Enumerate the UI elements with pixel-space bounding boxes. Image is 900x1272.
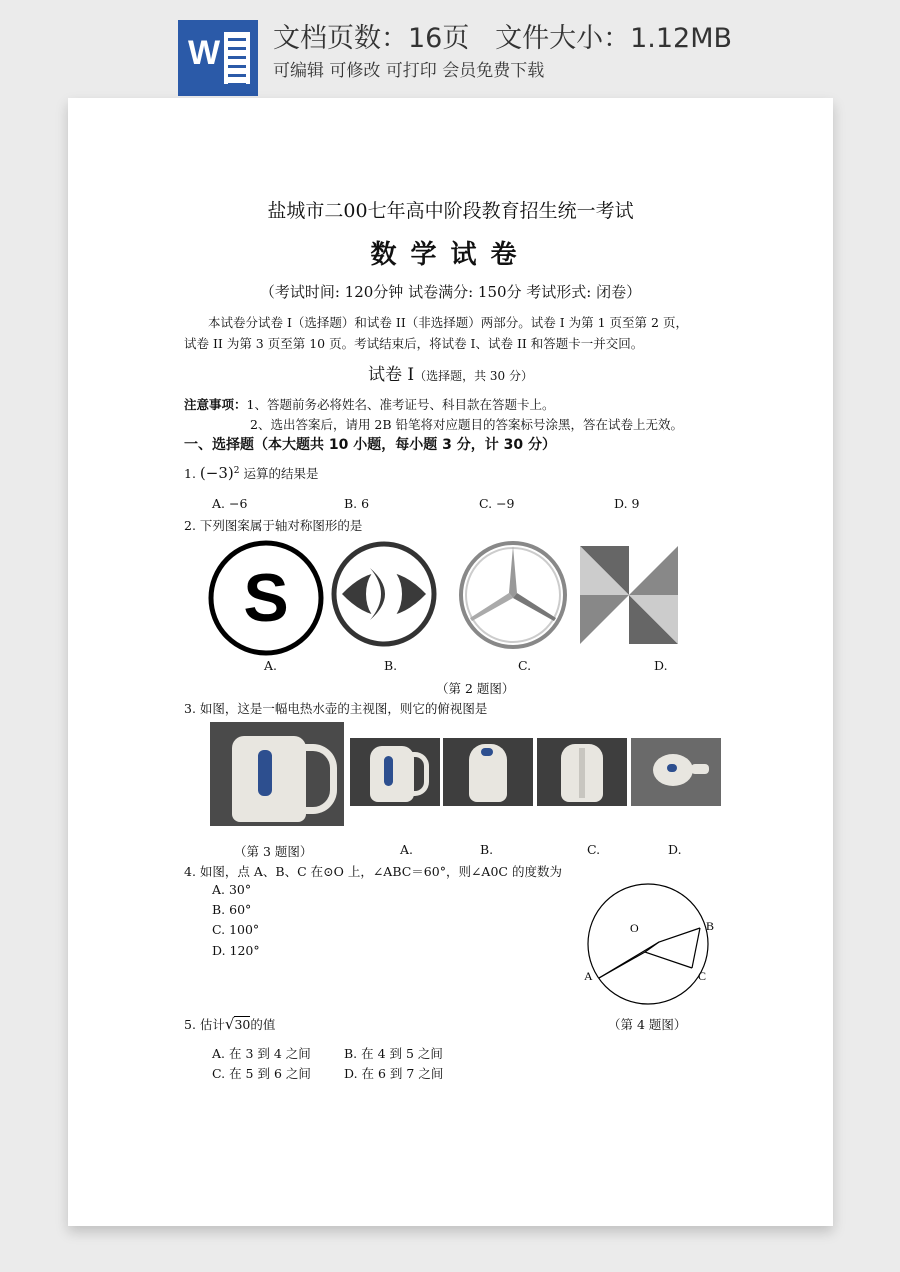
q2-caption: （第 2 题图） [436,681,515,696]
question-3: 3. 如图，这是一幅电热水壶的主视图，则它的俯视图是 [184,701,488,716]
section-note: （选择题，共 30 分） [414,369,534,383]
q4-option-c: C. 100° [212,922,260,937]
exam-school-title: 盐城市二00七年高中阶段教育招生统一考试 [267,200,634,222]
q2-label-d: D. [654,658,668,673]
q1-expression: (−3) [199,464,234,482]
intro-line-2: 试卷 II 为第 3 页至第 10 页。考试结束后，将试卷 I、试卷 II 和答题卡一并交回。 [184,336,644,351]
notice-line-2: 2、选出答案后，请用 2B 铅笔将对应题目的答案标号涂黑，答在试卷上无效。 [250,417,684,432]
q1-number: 1. [184,466,196,481]
q5-option-a: A. 在 3 到 4 之间 [212,1046,311,1061]
kettle-front-view-photo [210,722,344,826]
document-page [68,98,833,1226]
q4-option-d: D. 120° [212,943,260,958]
three-pointed-star-logo [456,538,570,652]
q5-option-b: B. 在 4 到 5 之间 [344,1046,443,1061]
exam-title: 数学试卷 [370,240,531,270]
file-features: 可编辑 可修改 可打印 会员免费下载 [273,61,545,81]
kettle-option-d-photo [631,738,721,806]
question-4: 4. 如图，点 A、B、C 在⊙O 上，∠ABC＝60°，则∠A0C 的度数为 [184,864,562,879]
point-c-label: C [698,969,707,983]
eye-swirl-logo [330,538,438,650]
part-one-heading: 一、选择题（本大题共 10 小题，每小题 3 分，计 30 分） [184,437,556,453]
kettle-option-a-photo [350,738,440,806]
pinwheel-logo [580,546,678,644]
section-title: 试卷 I [367,365,415,385]
q1-text: 运算的结果是 [243,466,319,481]
q5-option-c: C. 在 5 到 6 之间 [212,1066,311,1081]
q4-option-a: A. 30° [212,882,252,897]
q1-option-c: C. −9 [479,496,515,511]
q3-label-d: D. [668,842,682,857]
file-info: 文档页数：16页 文件大小：1.12MB [273,23,733,54]
q1-option-a: A. −6 [212,496,248,511]
question-2: 2. 下列图案属于轴对称图形的是 [184,518,363,533]
point-a-label: A [584,969,593,983]
circle-angle-diagram [578,880,728,1008]
q3-caption: （第 3 题图） [234,844,313,859]
word-logo-letter: W [188,34,221,72]
q2-label-c: C. [518,658,532,673]
q2-label-a: A. [264,658,278,673]
q3-label-b: B. [480,842,494,857]
intro-line-1: 本试卷分试卷 I（选择题）和试卷 II（非选择题）两部分。试卷 I 为第 1 页至第 2 页， [208,315,688,330]
question-1 [184,464,318,482]
q1-exponent: 2 [233,465,240,476]
point-o-label: O [630,921,639,935]
q1-option-b: B. 6 [344,496,370,511]
q2-label-b: B. [384,658,398,673]
question-5: 5. 估计√30的值 [184,1015,276,1033]
q4-caption: （第 4 题图） [608,1017,687,1032]
notice-text-1: 1、答题前务必将姓名、准考证号、科目款在答题卡上。 [246,397,555,412]
point-b-label: B [706,919,715,933]
section-heading [68,360,833,385]
q5-text-post: 的值 [250,1017,276,1032]
s-letter: S [243,560,289,636]
q3-label-c: C. [587,842,601,857]
s-circle-logo [206,538,326,658]
download-header [0,0,900,100]
kettle-option-c-photo [537,738,627,806]
q5-option-d: D. 在 6 到 7 之间 [344,1066,444,1081]
kettle-option-b-photo [443,738,533,806]
q4-option-b: B. 60° [212,902,252,917]
notice-label: 注意事项： [184,397,247,412]
q1-option-d: D. 9 [614,496,640,511]
q5-radicand: 30 [234,1017,251,1032]
exam-info: （考试时间: 120分钟 试卷满分: 150分 考试形式: 闭卷） [259,283,642,301]
word-document-icon [178,20,258,96]
q3-label-a: A. [400,842,414,857]
notice-line-1 [184,395,554,413]
q5-text-pre: 5. 估计 [184,1017,225,1032]
